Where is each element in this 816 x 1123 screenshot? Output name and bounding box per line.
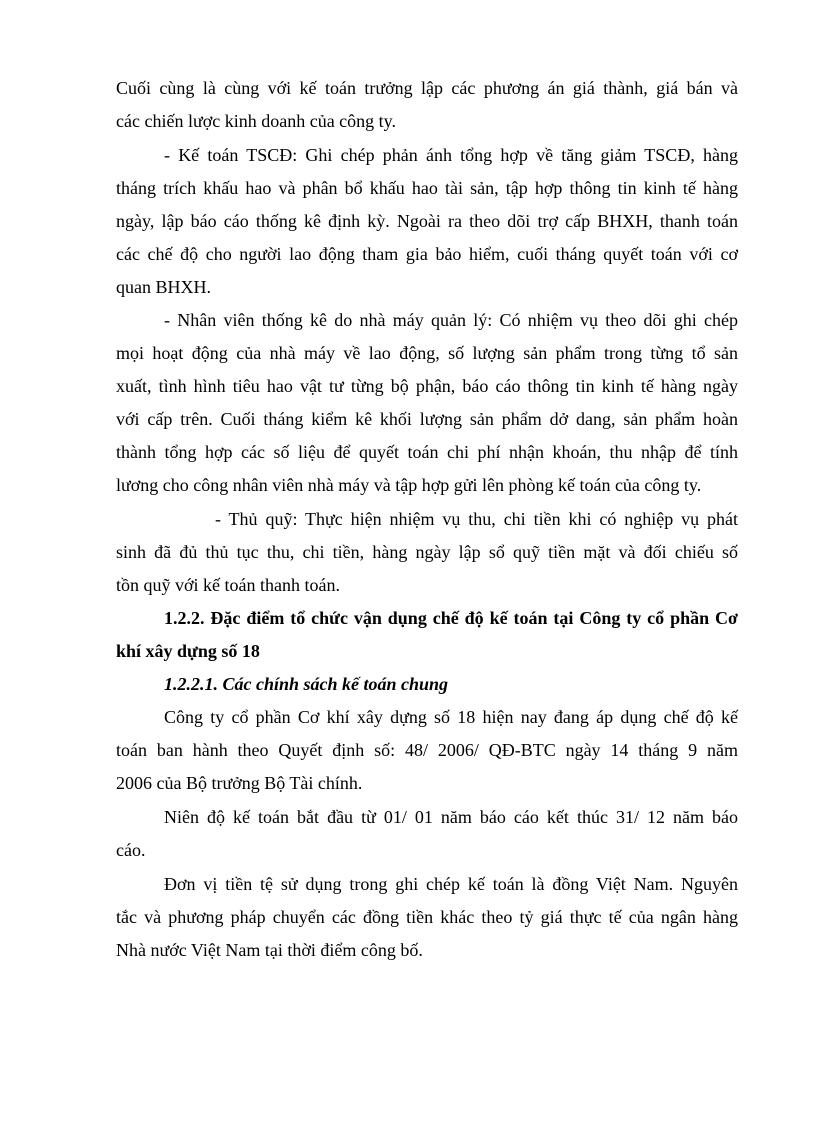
paragraph-line: tồn quỹ với kế toán thanh toán. — [116, 575, 340, 595]
paragraph-line: - Nhân viên thống kê do nhà máy quản lý: Có nhiệm vụ theo dõi ghi chép — [164, 310, 738, 330]
paragraph-line: Đơn vị tiền tệ sử dụng trong ghi chép kế toán là đồng Việt Nam. Nguyên — [164, 874, 738, 894]
paragraph-line: tháng trích khấu hao và phân bổ khấu hao tài sản, tập hợp thông tin kinh tế hàng — [116, 178, 738, 198]
paragraph-line: các chế độ cho người lao động tham gia bảo hiểm, cuối tháng quyết toán với cơ — [116, 244, 738, 264]
paragraph-line: xuất, tình hình tiêu hao vật tư từng bộ phận, báo cáo thông tin kinh tế hàng ngày — [116, 376, 738, 396]
paragraph-line: lương cho công nhân viên nhà máy và tập hợp gửi lên phòng kế toán của công ty. — [116, 475, 702, 495]
paragraph-line: với cấp trên. Cuối tháng kiểm kê khối lượng sản phẩm dở dang, sản phẩm hoàn — [116, 409, 738, 429]
paragraph-line: quan BHXH. — [116, 277, 211, 297]
subsection-heading: 1.2.2.1. Các chính sách kế toán chung — [164, 674, 449, 694]
paragraph-line: tắc và phương pháp chuyển các đồng tiền khác theo tỷ giá thực tế của ngân hàng — [116, 907, 738, 927]
paragraph-line: Cuối cùng là cùng với kế toán trưởng lập các phương án giá thành, giá bán và — [116, 78, 738, 98]
paragraph-line: - Thủ quỹ: Thực hiện nhiệm vụ thu, chi tiền khi có nghiệp vụ phát — [215, 509, 738, 529]
paragraph-line: cáo. — [116, 840, 146, 860]
paragraph-line: Niên độ kế toán bắt đầu từ 01/ 01 năm báo cáo kết thúc 31/ 12 năm báo — [164, 807, 738, 827]
paragraph-line: sinh đã đủ thủ tục thu, chi tiền, hàng ngày lập sổ quỹ tiền mặt và đối chiếu số — [116, 542, 738, 562]
paragraph-line: thành tổng hợp các số liệu để quyết toán chi phí nhận khoán, thu nhập để tính — [116, 442, 738, 462]
paragraph-line: các chiến lược kinh doanh của công ty. — [116, 111, 397, 131]
section-heading: khí xây dựng số 18 — [116, 641, 260, 661]
section-heading: 1.2.2. Đặc điểm tổ chức vận dụng chế độ kế toán tại Công ty cổ phần Cơ — [164, 608, 738, 628]
paragraph-line: toán ban hành theo Quyết định số: 48/ 2006/ QĐ-BTC ngày 14 tháng 9 năm — [116, 740, 738, 760]
paragraph-line: Nhà nước Việt Nam tại thời điểm công bố. — [116, 940, 423, 960]
paragraph-line: mọi hoạt động của nhà máy về lao động, số lượng sản phẩm trong từng tổ sản — [116, 343, 738, 363]
paragraph-line: Công ty cổ phần Cơ khí xây dựng số 18 hiện nay đang áp dụng chế độ kế — [164, 707, 738, 727]
paragraph-line: - Kế toán TSCĐ: Ghi chép phản ánh tổng hợp về tăng giảm TSCĐ, hàng — [164, 145, 738, 165]
paragraph-line: 2006 của Bộ trưởng Bộ Tài chính. — [116, 773, 363, 793]
paragraph-line: ngày, lập báo cáo thống kê định kỳ. Ngoài ra theo dõi trợ cấp BHXH, thanh toán — [116, 211, 738, 231]
